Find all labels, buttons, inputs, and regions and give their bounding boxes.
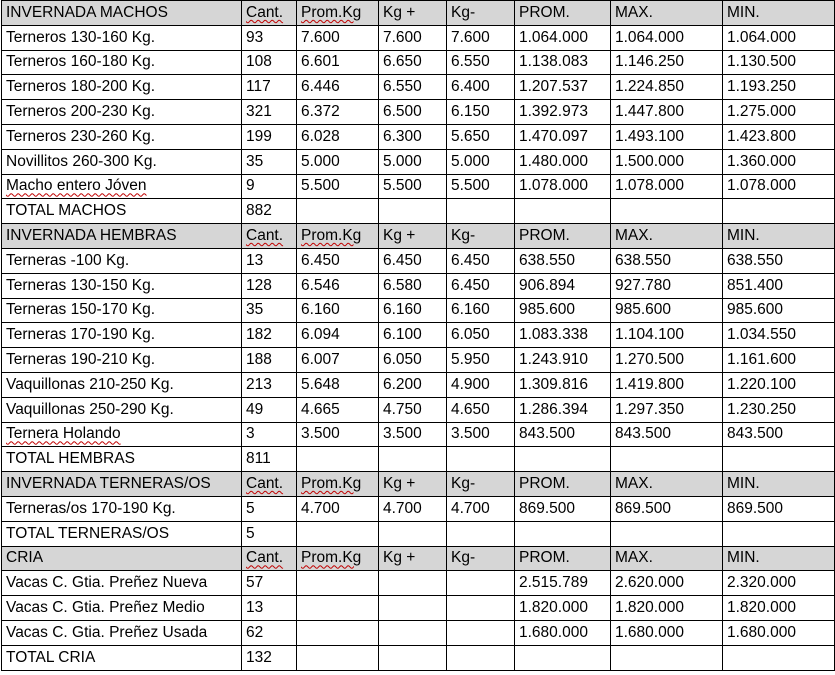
cell-cant: 49 xyxy=(242,397,297,422)
cell-prom: 1.243.910 xyxy=(515,348,611,373)
cell-category: Terneros 230-260 Kg. xyxy=(2,124,242,149)
cell-category xyxy=(2,571,242,596)
cell-prom-kg: 4.700 xyxy=(297,496,379,521)
cell-max: 1.270.500 xyxy=(611,348,723,373)
col-header-kg-minus: Kg- xyxy=(447,546,515,571)
cell-prom-kg: 5.500 xyxy=(297,174,379,199)
cell-min: 1.130.500 xyxy=(723,50,835,75)
cell-kg-minus xyxy=(447,596,515,621)
cell-cant: 9 xyxy=(242,174,297,199)
col-header-cant: Cant. xyxy=(242,224,297,249)
col-header-max: MAX. xyxy=(611,546,723,571)
cell-cant: 62 xyxy=(242,620,297,645)
cell-prom-kg xyxy=(297,571,379,596)
cell-cant: 93 xyxy=(242,25,297,50)
table-row xyxy=(2,248,835,273)
cell-kg-minus: 5.000 xyxy=(447,149,515,174)
cell-max: 1.680.000 xyxy=(611,620,723,645)
cell-prom: 1.309.816 xyxy=(515,372,611,397)
cell-cant: 13 xyxy=(242,596,297,621)
cell-prom: 1.286.394 xyxy=(515,397,611,422)
table-row xyxy=(2,372,835,397)
col-header-prom-kg: Prom.Kg xyxy=(297,472,379,497)
cell-cant: 57 xyxy=(242,571,297,596)
cell-min: 1.680.000 xyxy=(723,620,835,645)
empty-cell xyxy=(379,199,447,224)
empty-cell xyxy=(611,645,723,670)
total-label: TOTAL MACHOS xyxy=(2,199,242,224)
cell-category: Terneros 200-230 Kg. xyxy=(2,100,242,125)
cell-prom: 1.470.097 xyxy=(515,124,611,149)
cell-min: 1.230.250 xyxy=(723,397,835,422)
col-header-prom-kg: Prom.Kg xyxy=(297,546,379,571)
cell-kg-minus: 6.450 xyxy=(447,248,515,273)
cell-category: Ternera Holando xyxy=(2,422,242,447)
cell-kg-minus: 6.450 xyxy=(447,273,515,298)
empty-cell xyxy=(611,447,723,472)
cell-kg-minus: 4.900 xyxy=(447,372,515,397)
empty-cell xyxy=(379,447,447,472)
col-header-max: MAX. xyxy=(611,472,723,497)
table-row xyxy=(2,25,835,50)
cell-prom: 1.064.000 xyxy=(515,25,611,50)
cell-prom: 906.894 xyxy=(515,273,611,298)
empty-cell xyxy=(723,521,835,546)
empty-cell xyxy=(379,645,447,670)
cell-prom: 1.083.338 xyxy=(515,323,611,348)
table-row xyxy=(2,397,835,422)
cell-kg-plus xyxy=(379,620,447,645)
cell-cant: 128 xyxy=(242,273,297,298)
cell-cant: 199 xyxy=(242,124,297,149)
total-row xyxy=(2,521,835,546)
cell-category: Terneros 130-160 Kg. xyxy=(2,25,242,50)
total-cant: 811 xyxy=(242,447,297,472)
cell-kg-plus: 4.750 xyxy=(379,397,447,422)
cell-prom: 985.600 xyxy=(515,298,611,323)
cell-prom: 638.550 xyxy=(515,248,611,273)
total-label: TOTAL HEMBRAS xyxy=(2,447,242,472)
table-row xyxy=(2,571,835,596)
section-title: INVERNADA TERNERAS/OS xyxy=(2,472,242,497)
cell-max: 1.078.000 xyxy=(611,174,723,199)
empty-cell xyxy=(515,521,611,546)
cell-kg-minus xyxy=(447,620,515,645)
cell-category: Terneras 130-150 Kg. xyxy=(2,273,242,298)
cell-category: Vacas C. Gtia. Preñez Usada xyxy=(2,620,242,645)
col-header-cant: Cant. xyxy=(242,1,297,26)
cell-max: 927.780 xyxy=(611,273,723,298)
cell-prom-kg: 6.028 xyxy=(297,124,379,149)
empty-cell xyxy=(447,645,515,670)
total-label: TOTAL CRIA xyxy=(2,645,242,670)
cell-category: Terneros 160-180 Kg. xyxy=(2,50,242,75)
cell-kg-minus: 5.650 xyxy=(447,124,515,149)
cell-kg-plus: 6.450 xyxy=(379,248,447,273)
col-header-prom-kg: Prom.Kg xyxy=(297,1,379,26)
cell-kg-minus: 6.550 xyxy=(447,50,515,75)
cell-prom: 843.500 xyxy=(515,422,611,447)
cell-prom-kg: 6.446 xyxy=(297,75,379,100)
cell-prom: 1.207.537 xyxy=(515,75,611,100)
cell-kg-minus xyxy=(447,571,515,596)
col-header-max: MAX. xyxy=(611,224,723,249)
cell-kg-minus: 6.160 xyxy=(447,298,515,323)
cell-prom: 1.392.973 xyxy=(515,100,611,125)
cell-prom-kg: 6.160 xyxy=(297,298,379,323)
cell-prom: 1.078.000 xyxy=(515,174,611,199)
cell-min: 1.078.000 xyxy=(723,174,835,199)
col-header-prom: PROM. xyxy=(515,546,611,571)
total-cant: 882 xyxy=(242,199,297,224)
empty-cell xyxy=(297,199,379,224)
col-header-kg-minus: Kg- xyxy=(447,224,515,249)
col-header-kg-plus: Kg + xyxy=(379,472,447,497)
cell-min: 1.423.800 xyxy=(723,124,835,149)
empty-cell xyxy=(723,447,835,472)
cell-kg-plus xyxy=(379,571,447,596)
col-header-kg-plus: Kg + xyxy=(379,1,447,26)
cell-category: Vaquillonas 250-290 Kg. xyxy=(2,397,242,422)
cell-max: 1.820.000 xyxy=(611,596,723,621)
empty-cell xyxy=(447,199,515,224)
cell-prom-kg: 6.007 xyxy=(297,348,379,373)
cell-kg-plus: 6.300 xyxy=(379,124,447,149)
cell-kg-minus: 6.150 xyxy=(447,100,515,125)
cell-min: 1.275.000 xyxy=(723,100,835,125)
empty-cell xyxy=(515,645,611,670)
empty-cell xyxy=(515,199,611,224)
total-row xyxy=(2,645,835,670)
cell-category: Terneras 150-170 Kg. xyxy=(2,298,242,323)
cell-cant: 13 xyxy=(242,248,297,273)
cell-min: 2.320.000 xyxy=(723,571,835,596)
cell-kg-plus: 3.500 xyxy=(379,422,447,447)
cell-prom-kg: 6.450 xyxy=(297,248,379,273)
cell-cant: 213 xyxy=(242,372,297,397)
cell-kg-plus: 6.500 xyxy=(379,100,447,125)
cell-kg-plus: 6.550 xyxy=(379,75,447,100)
cell-kg-minus: 6.050 xyxy=(447,323,515,348)
cell-kg-minus: 5.950 xyxy=(447,348,515,373)
cell-cant: 5 xyxy=(242,496,297,521)
cell-prom-kg: 4.665 xyxy=(297,397,379,422)
empty-cell xyxy=(611,521,723,546)
section-title: CRIA xyxy=(2,546,242,571)
cell-max: 2.620.000 xyxy=(611,571,723,596)
cell-kg-plus: 7.600 xyxy=(379,25,447,50)
cell-max: 1.419.800 xyxy=(611,372,723,397)
col-header-cant: Cant. xyxy=(242,546,297,571)
cell-kg-minus: 4.700 xyxy=(447,496,515,521)
cell-max: 1.224.850 xyxy=(611,75,723,100)
col-header-cant: Cant. xyxy=(242,472,297,497)
cell-prom: 1.138.083 xyxy=(515,50,611,75)
table-row xyxy=(2,298,835,323)
empty-cell xyxy=(515,447,611,472)
cell-prom-kg: 5.000 xyxy=(297,149,379,174)
cell-min: 1.220.100 xyxy=(723,372,835,397)
cell-min: 869.500 xyxy=(723,496,835,521)
cell-kg-plus: 4.700 xyxy=(379,496,447,521)
cell-text: Vacas C. Gtia. Preñez Nueva xyxy=(6,574,208,592)
cell-kg-plus: 6.580 xyxy=(379,273,447,298)
cell-kg-plus: 6.650 xyxy=(379,50,447,75)
cell-category: Vaquillonas 210-250 Kg. xyxy=(2,372,242,397)
col-header-min: MIN. xyxy=(723,472,835,497)
cell-min: 1.820.000 xyxy=(723,596,835,621)
total-cant: 5 xyxy=(242,521,297,546)
cell-max: 843.500 xyxy=(611,422,723,447)
section-title: INVERNADA MACHOS xyxy=(2,1,242,26)
empty-cell xyxy=(611,199,723,224)
cell-kg-minus: 7.600 xyxy=(447,25,515,50)
cell-kg-plus: 6.200 xyxy=(379,372,447,397)
cell-kg-minus: 5.500 xyxy=(447,174,515,199)
price-table xyxy=(1,0,835,671)
col-header-min: MIN. xyxy=(723,546,835,571)
cell-prom: 869.500 xyxy=(515,496,611,521)
cell-kg-plus: 6.160 xyxy=(379,298,447,323)
total-label: TOTAL TERNERAS/OS xyxy=(2,521,242,546)
cell-max: 869.500 xyxy=(611,496,723,521)
cell-max: 1.500.000 xyxy=(611,149,723,174)
empty-cell xyxy=(723,645,835,670)
total-cant: 132 xyxy=(242,645,297,670)
cell-min: 851.400 xyxy=(723,273,835,298)
table-row xyxy=(2,273,835,298)
cell-max: 638.550 xyxy=(611,248,723,273)
table-row xyxy=(2,348,835,373)
cell-cant: 108 xyxy=(242,50,297,75)
cell-min: 1.064.000 xyxy=(723,25,835,50)
cell-category: Novillitos 260-300 Kg. xyxy=(2,149,242,174)
cell-prom: 1.820.000 xyxy=(515,596,611,621)
cell-min: 1.161.600 xyxy=(723,348,835,373)
table-row xyxy=(2,149,835,174)
cell-prom-kg: 6.546 xyxy=(297,273,379,298)
cell-cant: 188 xyxy=(242,348,297,373)
table-row xyxy=(2,100,835,125)
cell-prom-kg: 3.500 xyxy=(297,422,379,447)
cell-max: 985.600 xyxy=(611,298,723,323)
col-header-prom-kg: Prom.Kg xyxy=(297,224,379,249)
section-header-row xyxy=(2,224,835,249)
cell-prom-kg: 5.648 xyxy=(297,372,379,397)
cell-max: 1.493.100 xyxy=(611,124,723,149)
cell-kg-minus: 6.400 xyxy=(447,75,515,100)
col-header-min: MIN. xyxy=(723,224,835,249)
table-row xyxy=(2,124,835,149)
cell-kg-plus xyxy=(379,596,447,621)
cell-kg-plus: 6.100 xyxy=(379,323,447,348)
cell-max: 1.146.250 xyxy=(611,50,723,75)
empty-cell xyxy=(297,447,379,472)
cell-kg-plus: 5.500 xyxy=(379,174,447,199)
table-row xyxy=(2,596,835,621)
cell-min: 1.034.550 xyxy=(723,323,835,348)
cell-cant: 182 xyxy=(242,323,297,348)
cell-min: 843.500 xyxy=(723,422,835,447)
col-header-min: MIN. xyxy=(723,1,835,26)
cell-cant: 3 xyxy=(242,422,297,447)
total-row xyxy=(2,447,835,472)
cell-prom-kg: 6.601 xyxy=(297,50,379,75)
empty-cell xyxy=(447,521,515,546)
table-row xyxy=(2,323,835,348)
cell-prom: 1.680.000 xyxy=(515,620,611,645)
total-row xyxy=(2,199,835,224)
col-header-kg-plus: Kg + xyxy=(379,546,447,571)
cell-prom-kg: 6.094 xyxy=(297,323,379,348)
col-header-prom: PROM. xyxy=(515,1,611,26)
table-row xyxy=(2,50,835,75)
cell-prom: 2.515.789 xyxy=(515,571,611,596)
section-header-row xyxy=(2,546,835,571)
empty-cell xyxy=(723,199,835,224)
cell-category: Terneras -100 Kg. xyxy=(2,248,242,273)
cell-min: 1.193.250 xyxy=(723,75,835,100)
cell-max: 1.447.800 xyxy=(611,100,723,125)
section-header-row xyxy=(2,1,835,26)
cell-cant: 321 xyxy=(242,100,297,125)
cell-prom: 1.480.000 xyxy=(515,149,611,174)
cell-category: Terneras/os 170-190 Kg. xyxy=(2,496,242,521)
table-row xyxy=(2,422,835,447)
cell-kg-minus: 4.650 xyxy=(447,397,515,422)
cell-max: 1.104.100 xyxy=(611,323,723,348)
col-header-max: MAX. xyxy=(611,1,723,26)
cell-cant: 35 xyxy=(242,149,297,174)
table-row xyxy=(2,496,835,521)
table-row xyxy=(2,620,835,645)
cell-min: 1.360.000 xyxy=(723,149,835,174)
cell-category: Terneras 190-210 Kg. xyxy=(2,348,242,373)
cell-kg-plus: 5.000 xyxy=(379,149,447,174)
cell-category: Terneros 180-200 Kg. xyxy=(2,75,242,100)
col-header-kg-minus: Kg- xyxy=(447,472,515,497)
empty-cell xyxy=(297,521,379,546)
cell-cant: 117 xyxy=(242,75,297,100)
empty-cell xyxy=(297,645,379,670)
col-header-prom: PROM. xyxy=(515,472,611,497)
cell-category: Vacas C. Gtia. Preñez Medio xyxy=(2,596,242,621)
cell-max: 1.064.000 xyxy=(611,25,723,50)
table-row xyxy=(2,75,835,100)
table-row xyxy=(2,174,835,199)
section-header-row xyxy=(2,472,835,497)
cell-category: Terneras 170-190 Kg. xyxy=(2,323,242,348)
cell-category: Macho entero Jóven xyxy=(2,174,242,199)
col-header-kg-plus: Kg + xyxy=(379,224,447,249)
cell-cant: 35 xyxy=(242,298,297,323)
cell-kg-minus: 3.500 xyxy=(447,422,515,447)
cell-prom-kg xyxy=(297,620,379,645)
cell-prom-kg: 7.600 xyxy=(297,25,379,50)
cell-max: 1.297.350 xyxy=(611,397,723,422)
cell-min: 985.600 xyxy=(723,298,835,323)
section-title: INVERNADA HEMBRAS xyxy=(2,224,242,249)
empty-cell xyxy=(447,447,515,472)
cell-kg-plus: 6.050 xyxy=(379,348,447,373)
col-header-prom: PROM. xyxy=(515,224,611,249)
cell-prom-kg: 6.372 xyxy=(297,100,379,125)
cell-prom-kg xyxy=(297,596,379,621)
col-header-kg-minus: Kg- xyxy=(447,1,515,26)
empty-cell xyxy=(379,521,447,546)
cell-min: 638.550 xyxy=(723,248,835,273)
